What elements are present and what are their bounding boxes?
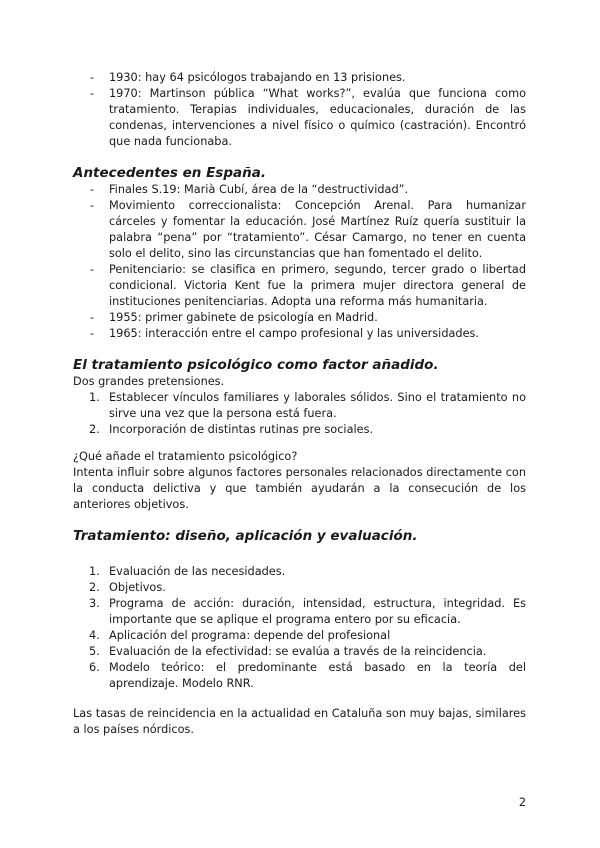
heading-antecedentes: Antecedentes en España. xyxy=(73,165,266,181)
list-item-text: Modelo teórico: el predominante está basado en la teoría del aprendizaje. Modelo RNR. xyxy=(109,661,526,690)
closing-paragraph: Las tasas de reincidencia en la actualidad en Cataluña son muy bajas, similares a los países nórdicos. xyxy=(73,707,526,736)
list-item xyxy=(73,660,526,692)
factor-intro: Dos grandes pretensiones. xyxy=(73,375,225,388)
list-item-text: Objetivos. xyxy=(109,581,166,594)
dash-marker: - xyxy=(90,87,95,100)
factor-question: ¿Qué añade el tratamiento psicológico? xyxy=(73,450,298,463)
number-marker: 2. xyxy=(89,423,100,436)
dash-marker: - xyxy=(90,327,95,340)
list-item-text: 1965: interacción entre el campo profesional y las universidades. xyxy=(109,327,480,340)
number-marker: 1. xyxy=(89,391,100,404)
list-item xyxy=(73,326,526,342)
intro-list xyxy=(73,70,526,150)
list-item-text: Finales S.19: Marià Cubí, área de la “destructividad”. xyxy=(109,183,409,196)
number-marker: 2. xyxy=(89,581,100,594)
list-item xyxy=(73,564,526,580)
list-item-text: Evaluación de las necesidades. xyxy=(109,565,286,578)
heading-tratamiento: Tratamiento: diseño, aplicación y evaluación. xyxy=(73,528,418,544)
list-item-text: 1930: hay 64 psicólogos trabajando en 13 prisiones. xyxy=(109,71,406,84)
list-item-text: Movimiento correccionalista: Concepción Arenal. Para humanizar cárceles y fomentar la educación. José Martínez Ruíz quería sustituir la palabra “pena” por “tratamiento”. César Camargo, no tener en cuenta solo el delito, sino las circunstancias que han fomentado el delito. xyxy=(109,199,526,260)
number-marker: 4. xyxy=(89,629,100,642)
dash-marker: - xyxy=(90,311,95,324)
list-item-text: 1970: Martinson pública “What works?”, evalúa que funciona como tratamiento. Terapias individuales, educacionales, duración de las condenas, intervenciones a nivel físico o químico (castración). Encontró que nada funcionaba. xyxy=(109,87,526,148)
dash-marker: - xyxy=(90,183,95,196)
list-item-text: 1955: primer gabinete de psicología en Madrid. xyxy=(109,311,378,324)
list-item xyxy=(73,198,526,262)
dash-marker: - xyxy=(90,199,95,212)
tratamiento-list xyxy=(73,564,526,692)
list-item xyxy=(73,422,526,438)
number-marker: 3. xyxy=(89,597,100,610)
list-item xyxy=(73,70,526,86)
list-item xyxy=(73,390,526,422)
list-item xyxy=(73,310,526,326)
number-marker: 6. xyxy=(89,661,100,674)
list-item xyxy=(73,628,526,644)
page-number: 2 xyxy=(518,796,526,809)
list-item xyxy=(73,182,526,198)
list-item xyxy=(73,644,526,660)
factor-answer: Intenta influir sobre algunos factores personales relacionados directamente con la conducta delictiva y que también ayudarán a la consecución de los anteriores objetivos. xyxy=(73,466,526,511)
list-item-text: Aplicación del programa: depende del profesional xyxy=(109,629,391,642)
list-item-text: Programa de acción: duración, intensidad, estructura, integridad. Es importante que se aplique el programa entero por su eficacia. xyxy=(109,597,526,626)
list-item-text: Incorporación de distintas rutinas pre sociales. xyxy=(109,423,374,436)
dash-marker: - xyxy=(90,71,95,84)
dash-marker: - xyxy=(90,263,95,276)
list-item-text: Evaluación de la efectividad: se evalúa a través de la reincidencia. xyxy=(109,645,487,658)
list-item xyxy=(73,580,526,596)
list-item xyxy=(73,596,526,628)
list-item xyxy=(73,262,526,310)
list-item xyxy=(73,86,526,150)
antecedentes-list xyxy=(73,182,526,342)
number-marker: 5. xyxy=(89,645,100,658)
heading-factor-anadido: El tratamiento psicológico como factor añadido. xyxy=(73,357,439,373)
number-marker: 1. xyxy=(89,565,100,578)
list-item-text: Establecer vínculos familiares y laborales sólidos. Sino el tratamiento no sirve una vez que la persona está fuera. xyxy=(109,391,526,420)
list-item-text: Penitenciario: se clasifica en primero, segundo, tercer grado o libertad condicional. Victoria Kent fue la primera mujer directora general de instituciones penitenciarias. Adopta una reforma más humanitaria. xyxy=(109,263,526,308)
pretensiones-list xyxy=(73,390,526,438)
